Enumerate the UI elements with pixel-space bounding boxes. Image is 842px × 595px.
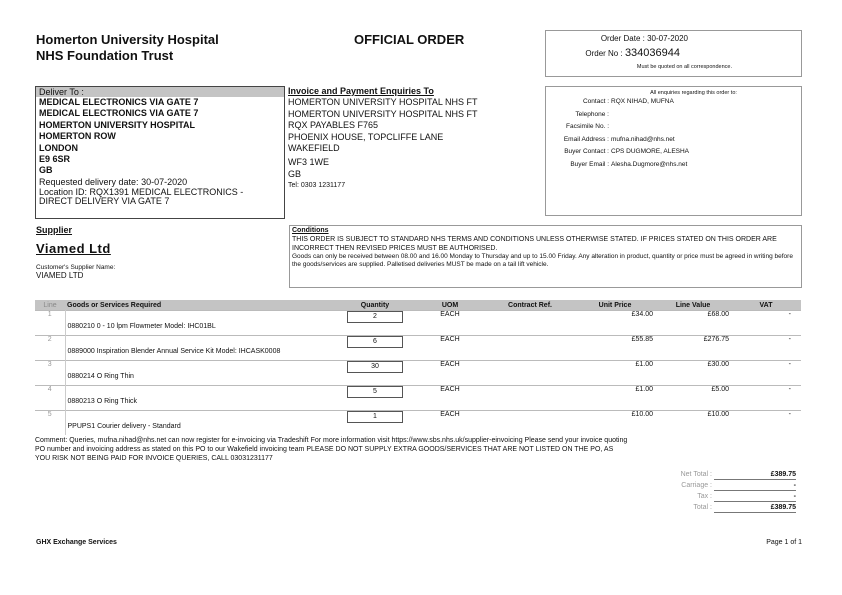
line-number: 1 [35, 311, 65, 336]
contact-row: Buyer Contact : CPS DUGMORE, ALESHA [564, 148, 690, 155]
table-row [35, 311, 801, 324]
carriage-row: Carriage : - [681, 482, 796, 489]
deliver-line: MEDICAL ELECTRONICS VIA GATE 7 [39, 97, 199, 107]
order-date: 30-07-2020 [647, 34, 688, 43]
requested-delivery-date: Requested delivery date: 30-07-2020 [39, 176, 188, 187]
customer-supplier-value: VIAMED LTD [36, 271, 84, 280]
quantity-value: 1 [347, 411, 403, 423]
contact-row: Buyer Email : Alesha.Dugmore@nhs.net [570, 160, 688, 168]
supplier-heading: Supplier [36, 225, 73, 235]
uom-value: EACH [415, 386, 485, 399]
line-value: £276.75 [655, 336, 731, 349]
vat-value: - [731, 361, 801, 374]
col-header-vat: VAT [731, 300, 801, 311]
contract-ref [485, 411, 575, 424]
conditions-text-secondary: Goods can only be received between 08.00 and 16.00 Monday to Thursday and up to 15.00 Friday. Any alteration in product, quantity or price must be agreed in writing before the goods/services are supplied. Palletised deliveries MUST be made on a tail lift vehicle. [292, 253, 793, 268]
totals-block [650, 469, 796, 513]
quote-note: Must be quoted on all correspondence. [636, 64, 732, 70]
col-header-unit-price: Unit Price [575, 300, 655, 311]
line-number: 3 [35, 361, 65, 386]
quantity-value: 6 [347, 336, 403, 348]
page-number: Page 1 of 1 [766, 539, 802, 546]
comment-line: Comment: Queries, mufna.nihad@nhs.net can now register for e-invoicing via Tradeshift For more information visit https://www.sbs.nhs.uk/supplier-einvoicing Please send your invoice quoting [35, 437, 628, 444]
table-row [35, 336, 801, 349]
tax-value: - [714, 491, 796, 502]
customer-supplier-label: Customer's Supplier Name: [36, 264, 116, 271]
table-row-description [35, 398, 801, 411]
item-description: 0880213 O Ring Thick [67, 398, 138, 405]
table-header-row [35, 300, 801, 311]
invoice-line: WF3 1WE [288, 156, 330, 167]
footer-provider: GHX Exchange Services [36, 539, 117, 546]
col-header-contract: Contract Ref. [485, 300, 575, 311]
quantity-value: 2 [347, 311, 403, 323]
deliver-line: HOMERTON ROW [39, 131, 116, 142]
deliver-line: MEDICAL ELECTRONICS VIA GATE 7 [39, 108, 199, 119]
comment-line: YOU RISK NOT BEING PAID FOR INVOICE QUERIES, CALL 03031231177 [35, 455, 273, 462]
quantity-value: 5 [347, 386, 403, 398]
deliver-to-heading: Deliver To : [36, 87, 284, 97]
comment-block [35, 436, 805, 463]
table-row-description [35, 423, 801, 435]
unit-price: £1.00 [575, 386, 655, 399]
carriage-value: - [714, 480, 796, 491]
uom-value: EACH [415, 311, 485, 324]
invoice-tel: Tel: 0303 1231177 [288, 182, 346, 190]
invoice-line: HOMERTON UNIVERSITY HOSPITAL NHS FT [288, 108, 478, 119]
net-total-row: Net Total : £389.75 [680, 471, 796, 478]
contact-row: Email Address : mufna.nihad@nhs.net [563, 135, 675, 143]
uom-value: EACH [415, 361, 485, 374]
uom-value: EACH [415, 411, 485, 424]
line-value: £30.00 [655, 361, 731, 374]
deliver-line: LONDON [39, 142, 78, 153]
vat-value: - [731, 336, 801, 349]
contact-row: Contact : RQX NIHAD, MUFNA [582, 98, 674, 105]
contract-ref [485, 336, 575, 349]
document-title: OFFICIAL ORDER [354, 32, 465, 47]
vat-value: - [731, 386, 801, 399]
item-description: 0880210 0 - 10 lpm Flowmeter Model: IHC01BL [67, 323, 216, 330]
contact-row: Telephone : [575, 110, 609, 118]
hospital-name-line1: Homerton University Hospital [36, 32, 219, 47]
table-row-description [35, 373, 801, 386]
order-number: 334036944 [624, 47, 680, 59]
invoice-line: PHOENIX HOUSE, TOPCLIFFE LANE [288, 131, 444, 142]
item-description: 0880214 O Ring Thin [67, 373, 134, 380]
hospital-name-line2: NHS Foundation Trust [36, 48, 174, 63]
conditions-text-primary: THIS ORDER IS SUBJECT TO STANDARD NHS TERMS AND CONDITIONS UNLESS OTHERWISE STATED. IF PRICES STATED ON THIS ORDER ARE INCORRECT THEN REVISED PRICES MUST BE AUTHORISED. [292, 236, 777, 252]
table-row-description [35, 348, 801, 361]
net-total-value: £389.75 [714, 469, 796, 480]
total-row: Total : £389.75 [693, 504, 796, 511]
line-number: 5 [35, 411, 65, 436]
col-header-line: Line [35, 300, 65, 311]
item-description: PPUPS1 Courier delivery - Standard [67, 423, 181, 430]
deliver-line: HOMERTON UNIVERSITY HOSPITAL [39, 119, 196, 130]
location-id-line2: DIRECT DELIVERY VIA GATE 7 [39, 196, 170, 207]
unit-price: £34.00 [575, 311, 655, 324]
contract-ref [485, 361, 575, 374]
deliver-to-box [35, 86, 285, 219]
deliver-line: E9 6SR [39, 154, 71, 165]
line-value: £5.00 [655, 386, 731, 399]
line-number: 2 [35, 336, 65, 361]
contract-ref [485, 386, 575, 399]
location-id-line1: Location ID: RQX1391 MEDICAL ELECTRONICS - [39, 187, 244, 198]
contact-note: All enquiries regarding this order to: [650, 90, 737, 96]
uom-value: EACH [415, 336, 485, 349]
table-row [35, 361, 801, 374]
item-description: 0889000 Inspiration Blender Annual Service Kit Model: IHCASK0008 [67, 348, 281, 355]
invoice-line: WAKEFIELD [288, 143, 340, 154]
table-row [35, 386, 801, 399]
order-info-box [545, 30, 802, 77]
col-header-goods: Goods or Services Required [65, 300, 335, 311]
contract-ref [485, 311, 575, 324]
invoice-heading: Invoice and Payment Enquiries To [288, 86, 434, 96]
order-items-table [35, 300, 801, 435]
hospital-name [36, 32, 219, 64]
supplier-section [36, 225, 284, 280]
line-value: £10.00 [655, 411, 731, 424]
line-value: £68.00 [655, 311, 731, 324]
col-header-line-value: Line Value [655, 300, 731, 311]
tax-row: Tax : - [697, 493, 796, 500]
supplier-name: Viamed Ltd [36, 241, 111, 256]
conditions-box [289, 225, 802, 288]
conditions-heading: Conditions [292, 227, 329, 234]
table-row-description [35, 323, 801, 336]
invoice-line: HOMERTON UNIVERSITY HOSPITAL NHS FT [288, 97, 478, 107]
contact-box [545, 86, 802, 216]
vat-value: - [731, 311, 801, 324]
invoice-line: RQX PAYABLES F765 [288, 120, 379, 131]
line-number: 4 [35, 386, 65, 411]
vat-value: - [731, 411, 801, 424]
col-header-uom: UOM [415, 300, 485, 311]
invoice-enquiries [288, 86, 544, 214]
unit-price: £55.85 [575, 336, 655, 349]
unit-price: £1.00 [575, 361, 655, 374]
unit-price: £10.00 [575, 411, 655, 424]
comment-line: PO number and invoicing address as stated on this PO to our Wakefield invoicing team PLEASE DO NOT SUPPLY EXTRA GOODS/SERVICES THAT ARE NOT LISTED ON THE PO, AS [35, 446, 614, 453]
total-value: £389.75 [714, 502, 796, 513]
col-header-quantity: Quantity [335, 300, 415, 311]
invoice-line: GB [288, 168, 302, 179]
quantity-value: 30 [347, 361, 403, 373]
order-date-row: Order Date : 30-07-2020 [600, 34, 688, 43]
order-no-row: Order No : 334036944 [585, 47, 680, 59]
table-row [35, 411, 801, 424]
deliver-line: GB [39, 165, 53, 176]
contact-row: Facsimile No. : [566, 123, 609, 130]
